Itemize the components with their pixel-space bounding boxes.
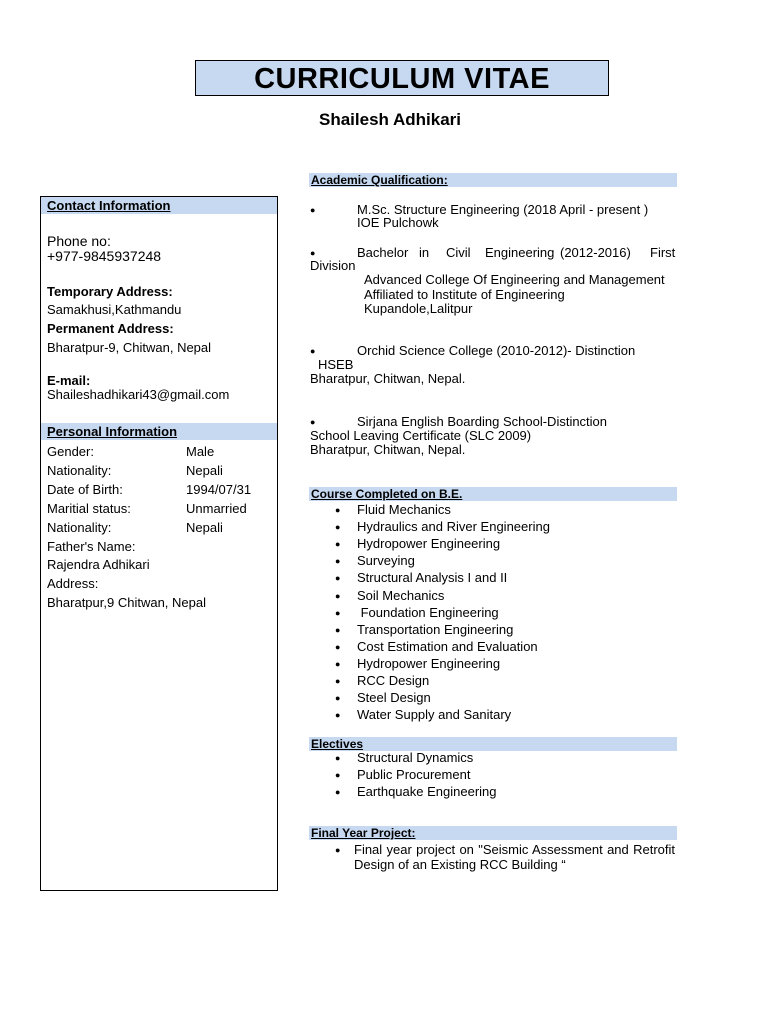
bullet-icon: ● <box>335 658 341 669</box>
be-word: Bachelor <box>357 245 409 260</box>
list-item: RCC Design <box>357 673 430 688</box>
msc-degree: M.Sc. Structure Engineering (2018 April - present ) <box>357 202 649 217</box>
temp-address-label: Temporary Address: <box>47 284 173 299</box>
list-item: Surveying <box>357 553 415 569</box>
list-item: Earthquake Engineering <box>357 784 497 799</box>
list-item: Water Supply and Sanitary <box>357 707 512 723</box>
personal-value: 1994/07/31 <box>186 482 252 497</box>
personal-value: Male <box>186 444 215 459</box>
bullet-icon: ● <box>335 539 341 550</box>
personal-label: Maritial status: <box>47 501 131 516</box>
person-name: Shailesh Adhikari <box>318 110 462 129</box>
bullet-icon: ● <box>335 607 341 618</box>
list-item: Steel Design <box>357 690 431 706</box>
be-word: (2012-2016) <box>560 245 631 260</box>
bullet-icon: ● <box>335 641 341 652</box>
personal-label: Nationality: <box>47 463 112 478</box>
bullet-icon: ● <box>335 676 341 686</box>
email-label: E-mail: <box>47 373 91 388</box>
be-location: Kupandole,Lalitpur <box>364 301 473 316</box>
address-value: Bharatpur,9 Chitwan, Nepal <box>47 595 206 610</box>
list-item: Foundation Engineering <box>357 604 499 620</box>
phone-label: Phone no: <box>47 233 111 249</box>
list-item: Transportation Engineering <box>357 621 514 637</box>
perm-address-value: Bharatpur-9, Chitwan, Nepal <box>47 340 212 355</box>
father-label: Father's Name: <box>47 539 136 554</box>
slc-address: Bharatpur, Chitwan, Nepal. <box>310 442 466 457</box>
project-heading: Final Year Project: <box>309 826 677 840</box>
phone-value: +977-9845937248 <box>47 248 162 264</box>
personal-heading: Personal Information <box>41 423 277 440</box>
list-item: Soil Mechanics <box>357 587 445 603</box>
slc-school: Sirjana English Boarding School-Distinction <box>357 414 608 429</box>
bullet-icon: ● <box>335 522 341 533</box>
personal-value: Unmarried <box>186 501 247 516</box>
bullet-icon: ● <box>335 556 341 567</box>
bullet-icon: ● <box>335 505 341 515</box>
cv-title: CURRICULUM VITAE <box>195 60 609 96</box>
be-word: Engineering <box>485 245 555 260</box>
perm-address-label: Permanent Address: <box>47 321 174 336</box>
email-value: Shaileshadhikari43@gmail.com <box>47 387 230 402</box>
slc-label: School Leaving Certificate (SLC 2009) <box>310 428 532 443</box>
contact-heading: Contact Information <box>41 197 277 214</box>
list-item: Structural Analysis I and II <box>357 570 508 586</box>
address-label: Address: <box>47 576 99 591</box>
hseb-college: Orchid Science College (2010-2012)- Distinction <box>357 343 636 358</box>
be-word: First <box>650 245 676 260</box>
personal-label: Nationality: <box>47 520 112 535</box>
bullet-icon: ● <box>310 417 316 427</box>
personal-label: Gender: <box>47 444 94 459</box>
list-item: Cost Estimation and Evaluation <box>357 638 538 654</box>
bullet-icon: ● <box>335 624 341 635</box>
list-item: Fluid Mechanics <box>357 502 451 517</box>
personal-label: Date of Birth: <box>47 482 123 497</box>
bullet-icon: ● <box>335 590 341 601</box>
be-word: Civil <box>446 245 471 260</box>
father-value: Rajendra Adhikari <box>47 557 150 572</box>
bullet-icon: ● <box>310 346 316 356</box>
be-division: Division <box>310 258 356 273</box>
list-item: Structural Dynamics <box>357 750 474 765</box>
project-line-1: Final year project on "Seismic Assessment and Retrofit <box>354 842 675 857</box>
bullet-icon: ● <box>335 770 341 780</box>
list-item: Hydraulics and River Engineering <box>357 519 550 535</box>
bullet-icon: ● <box>335 787 341 797</box>
bullet-icon: ● <box>335 693 341 704</box>
bullet-icon: ● <box>310 205 316 215</box>
be-word: in <box>419 245 430 260</box>
hseb-address: Bharatpur, Chitwan, Nepal. <box>310 371 466 386</box>
list-item: Public Procurement <box>357 767 471 782</box>
list-item: Hydropower Engineering <box>357 655 501 671</box>
bullet-icon: ● <box>335 845 341 855</box>
be-institute: Advanced College Of Engineering and Management <box>364 272 665 287</box>
list-item: Hydropower Engineering <box>357 536 501 552</box>
msc-institute: IOE Pulchowk <box>357 215 439 230</box>
bullet-icon: ● <box>335 710 341 721</box>
personal-value: Nepali <box>186 520 223 535</box>
bullet-icon: ● <box>310 248 316 258</box>
be-affiliation: Affiliated to Institute of Engineering <box>364 287 565 302</box>
bullet-icon: ● <box>335 573 341 584</box>
hseb-label: HSEB <box>318 357 354 372</box>
bullet-icon: ● <box>335 753 341 763</box>
electives-heading: Electives <box>309 737 677 751</box>
academic-heading: Academic Qualification: <box>309 173 677 187</box>
personal-value: Nepali <box>186 463 223 478</box>
courses-heading: Course Completed on B.E. <box>309 487 677 501</box>
temp-address-value: Samakhusi,Kathmandu <box>47 302 182 317</box>
project-line-2: Design of an Existing RCC Building “ <box>354 857 566 872</box>
